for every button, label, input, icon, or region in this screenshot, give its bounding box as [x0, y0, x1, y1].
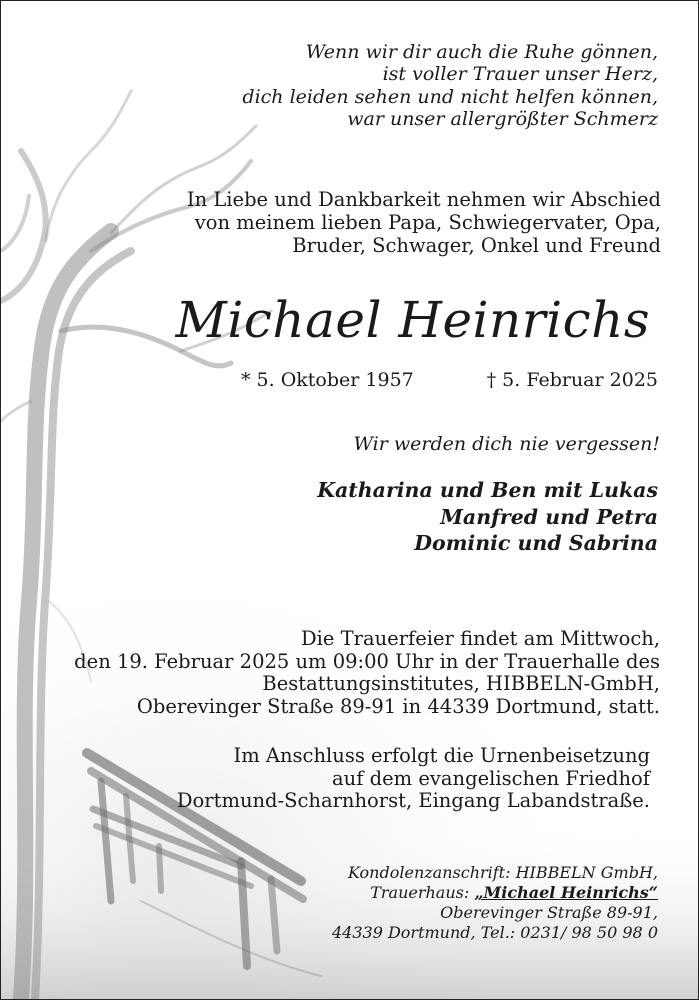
motto-text: Wir werden dich nie vergessen! — [353, 433, 660, 455]
burial-line: Dortmund-Scharnhorst, Eingang Labandstraße. — [176, 789, 650, 813]
mourners-list — [317, 477, 658, 557]
mourner-name: Katharina und Ben mit Lukas — [317, 478, 658, 502]
burial-line: auf dem evangelischen Friedhof — [332, 766, 650, 790]
farewell-line: In Liebe und Dankbarkeit nehmen wir Abschied — [186, 188, 661, 211]
burial-line: Im Anschluss erfolgt die Urnenbeisetzung — [233, 744, 650, 767]
death-date: † 5. Februar 2025 — [486, 369, 658, 391]
condolence-line: Kondolenzanschrift: HIBBELN GmbH, — [348, 863, 658, 882]
burial-info — [177, 745, 650, 813]
condolence-line — [332, 883, 658, 903]
ceremony-info — [74, 628, 660, 718]
condolence-line: 44339 Dortmund, Tel.: 0231/ 98 50 98 0 — [331, 923, 658, 943]
condolence-link[interactable]: „Michael Heinrichs“ — [474, 883, 658, 903]
condolence-address — [332, 863, 658, 944]
mourner-name: Manfred und Petra — [440, 504, 658, 529]
condolence-prefix: Trauerhaus: — [370, 883, 475, 903]
ceremony-line: den 19. Februar 2025 um 09:00 Uhr in der Trauerhalle des — [74, 649, 660, 673]
farewell-text — [187, 188, 661, 257]
poem-line: war unser allergrößter Schmerz — [347, 108, 658, 131]
ceremony-line: Oberevinger Straße 89-91 in 44339 Dortmund, statt. — [136, 694, 660, 718]
ceremony-line: Bestattungsinstitutes, HIBBELN-GmbH, — [262, 672, 660, 696]
mourner-name: Dominic und Sabrina — [414, 531, 658, 556]
poem-line: Wenn wir dir auch die Ruhe gönnen, — [305, 41, 658, 63]
poem-line: ist voller Trauer unser Herz, — [382, 63, 658, 86]
poem-line: dich leiden sehen und nicht helfen können, — [242, 85, 658, 108]
deceased-name: Michael Heinrichs — [175, 291, 650, 349]
poem-verse — [242, 41, 658, 131]
farewell-line: von meinem lieben Papa, Schwiegervater, Opa, — [194, 211, 661, 234]
birth-date: * 5. Oktober 1957 — [241, 369, 414, 391]
condolence-line: Oberevinger Straße 89-91, — [440, 903, 658, 923]
ceremony-line: Die Trauerfeier findet am Mittwoch, — [301, 627, 660, 650]
farewell-line: Bruder, Schwager, Onkel und Freund — [292, 234, 661, 257]
motto — [353, 433, 660, 455]
life-dates — [241, 369, 658, 395]
